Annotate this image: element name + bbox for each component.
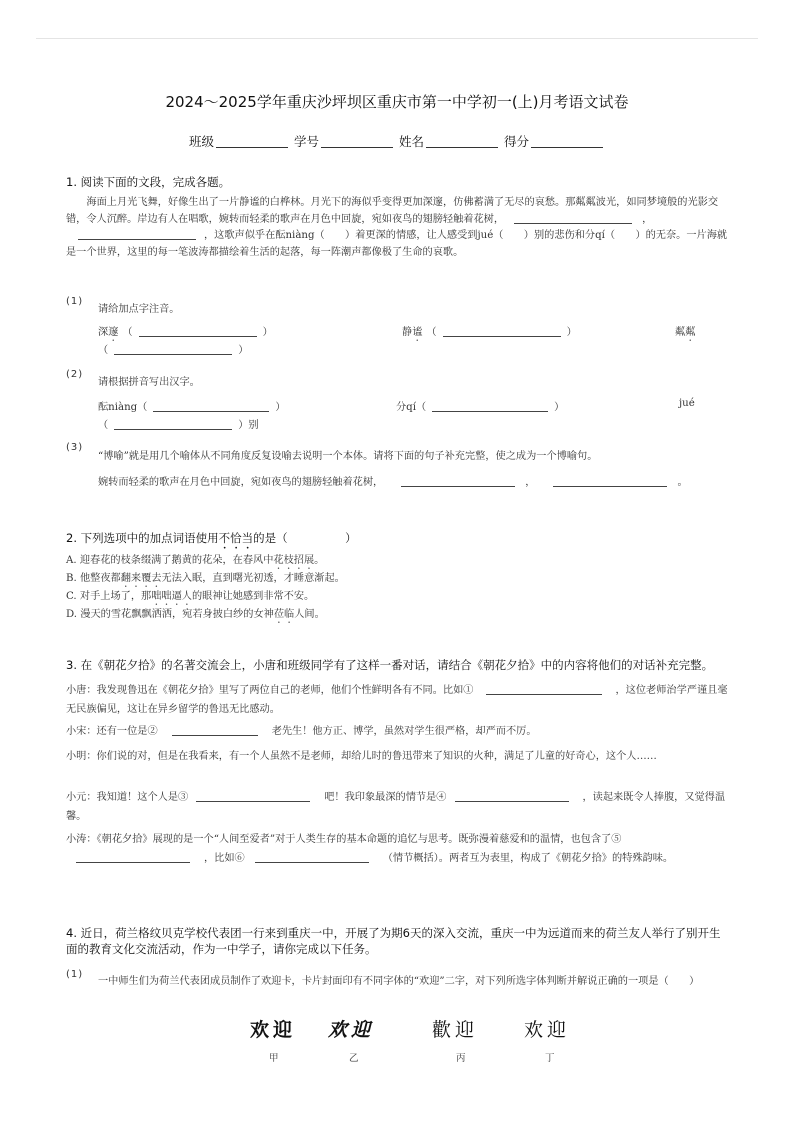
- period: 。: [677, 477, 688, 488]
- dotted-text: 莅临: [273, 609, 295, 620]
- paren-right: ）: [566, 327, 577, 338]
- pinyin-item-linlin-answer: [98, 341, 248, 356]
- pinyin-text: 分qí（: [396, 402, 427, 413]
- option-text: C. 对手上场了，那: [66, 591, 152, 602]
- dialogue-xiaosong: [66, 722, 730, 741]
- heading-text: 2. 下列选项中的加点词语使用: [66, 531, 219, 545]
- q1-sub3-number: (3): [66, 442, 84, 453]
- dotted-text: 不恰当: [218, 531, 254, 545]
- q3-blank-5[interactable]: [76, 851, 190, 863]
- paren-left: （: [98, 420, 109, 431]
- metaphor-blank-1[interactable]: [401, 475, 515, 487]
- hanzi-item-niang: [98, 398, 286, 413]
- q2-option-c[interactable]: [66, 589, 314, 608]
- heading-text: 的是（ ）: [253, 531, 357, 545]
- q4-sub1-prompt: 一中师生们为荷兰代表团成员制作了欢迎卡，卡片封面印有不同字体的“欢迎”二字，对下列所选字体判断并解说正确的一项是（ ）: [98, 976, 700, 987]
- class-label: 班级: [188, 134, 214, 149]
- pinyin-blank-linlin[interactable]: [114, 343, 232, 355]
- dialogue-xiaoyuan: [66, 788, 730, 826]
- student-info-line: [0, 132, 794, 150]
- word-char: 静: [402, 327, 413, 338]
- dialogue-text: ，比如⑥: [204, 853, 245, 864]
- q2-option-d[interactable]: [66, 607, 325, 626]
- dialogue-text: 小元：我知道！这个人是③: [66, 792, 189, 803]
- dialogue-text: 吧！我印象最深的情节是④: [324, 792, 447, 803]
- q1-passage-comma: ，: [642, 213, 653, 225]
- q1-sub2-prompt: 请根据拼音写出汉字。: [98, 377, 200, 388]
- pinyin-text: 酝niàng（: [98, 402, 148, 413]
- score-blank[interactable]: [531, 135, 603, 148]
- dotted-text: 翻来覆去: [120, 573, 162, 584]
- paren-right: ）: [262, 327, 273, 338]
- paren-left: （: [98, 345, 109, 356]
- hanzi-blank-niang[interactable]: [153, 400, 269, 412]
- option-text: D. 漫天的雪花飘飘洒洒，宛若身披白纱的女神: [66, 609, 274, 620]
- calligraphy-label-jia: 甲: [269, 1053, 279, 1064]
- calligraphy-label-bing: 丙: [456, 1053, 466, 1064]
- dialogue-text: 小涛：《朝花夕拾》展现的是一个“人间至爱者”对于人类生存的基本命题的追忆与思考。既弥漫着慈爱和的温情，也包含了⑤: [66, 834, 622, 845]
- option-text: 的眼神让她感到非常不安。: [191, 591, 315, 602]
- page-title: 2024～2025学年重庆沙坪坝区重庆市第一中学初一(上)月考语文试卷: [165, 93, 629, 111]
- word-char: 深: [98, 327, 109, 338]
- class-blank[interactable]: [216, 135, 288, 148]
- pinyin-blank-shensui[interactable]: [139, 325, 257, 337]
- dialogue-xiaotang: [66, 681, 730, 719]
- option-text: B. 他整夜都: [66, 573, 121, 584]
- hanzi-item-jue: jué: [679, 398, 695, 409]
- paren-right: ）: [238, 345, 249, 356]
- paren-right: ）: [554, 402, 565, 413]
- id-label: 学号: [293, 134, 319, 149]
- q4-sub1-number: (1): [66, 969, 84, 980]
- q3-blank-2[interactable]: [172, 724, 258, 736]
- option-text: 人间。: [294, 609, 325, 620]
- paren-right: ）: [275, 402, 286, 413]
- dialogue-text: ，这位老师治学严谨且毫无民族偏见，这让在异乡留学的鲁迅无比感动。: [66, 685, 728, 715]
- paren-left: （: [122, 327, 133, 338]
- q1-passage: [66, 195, 730, 261]
- q2-heading: [66, 530, 730, 552]
- hanzi-item-qi: [396, 398, 564, 413]
- q3-blank-1[interactable]: [486, 683, 602, 695]
- q4-heading: 4. 近日，荷兰格纹贝克学校代表团一行来到重庆一中，开展了为期6天的深入交流，重庆一中为远道而来的荷兰友人举行了别开生面的教育文化交流活动，作为一中学子，请你完成以下任务。: [66, 926, 721, 956]
- q1-sub3-prompt: “博喻”就是用几个喻体从不同角度反复设喻去说明一个本体。请将下面的句子补充完整，使之成为一个博喻句。: [98, 451, 598, 462]
- q2-option-a[interactable]: [66, 553, 324, 572]
- pinyin-item-linlin: [675, 323, 695, 344]
- dotted-char: 粼: [685, 327, 696, 338]
- hanzi-blank-qi[interactable]: [432, 400, 548, 412]
- calligraphy-label-ding: 丁: [545, 1053, 555, 1064]
- calligraphy-bing: 歡迎: [432, 1019, 479, 1041]
- metaphor-sentence: [98, 473, 688, 488]
- hanzi-item-jue-answer: [98, 416, 259, 431]
- paren-right: ）别: [238, 420, 259, 431]
- dialogue-text: 老先生！他方正、博学，虽然对学生很严格，却严而不厉。: [271, 726, 537, 737]
- hanzi-blank-jue[interactable]: [114, 418, 232, 430]
- dotted-text: 咄咄逼人: [151, 591, 192, 602]
- dialogue-text: 小唐：我发现鲁迅在《朝花夕拾》里写了两位自己的老师，他们个性鲜明各有不同。比如①: [66, 685, 474, 696]
- dialogue-text: ，读起来既令人捧腹，又觉得温馨。: [66, 792, 726, 822]
- comma: ，: [525, 477, 536, 488]
- calligraphy-jia: 欢迎: [250, 1019, 297, 1041]
- q1-passage-part2: ，这歌声似乎在酝niàng（ ）着更深的情感，让人感受到jué（ ）别的悲伤和分qí（ ）的无奈。一片海就是一个世界，这里的每一笔波涛都描绘着生活的起落，每一阵潮声都像极了生命的哀歌。: [66, 230, 728, 258]
- metaphor-blank-2[interactable]: [553, 475, 667, 487]
- name-blank[interactable]: [426, 135, 498, 148]
- dialogue-text: 小宋：还有一位是②: [66, 726, 158, 737]
- calligraphy-label-yi: 乙: [349, 1053, 359, 1064]
- q1-passage-blank-2[interactable]: [78, 228, 196, 240]
- calligraphy-ding: 欢迎: [524, 1020, 571, 1041]
- q3-heading: 3. 在《朝花夕拾》的名著交流会上，小唐和班级同学有了这样一番对话，请结合《朝花夕拾》中的内容将他们的对话补充完整。: [66, 658, 714, 672]
- sentence-text: 婉转而轻柔的歌声在月色中回旋，宛如夜鸟的翅膀轻触着花树，: [98, 477, 384, 488]
- q1-heading: 1. 阅读下面的文段，完成各题。: [66, 175, 231, 189]
- pinyin-item-jingmi: [402, 323, 577, 344]
- dialogue-xiaoming: 小明：你们说的对，但是在我看来，有一个人虽然不是老师，却给儿时的鲁迅带来了知识的火种，满足了儿童的好奇心，这个人……: [66, 751, 657, 762]
- word-char: 粼: [675, 327, 686, 338]
- q3-blank-6[interactable]: [255, 851, 369, 863]
- q1-sub1-number: (1): [66, 296, 84, 307]
- dotted-char: 谧: [412, 327, 423, 338]
- q1-sub1-prompt: 请给加点字注音。: [98, 304, 180, 315]
- q3-blank-3[interactable]: [196, 790, 310, 802]
- q1-sub2-number: (2): [66, 369, 84, 380]
- option-text: A. 迎春花的枝条缀满了鹅黄的花朵，在春风中: [66, 555, 274, 566]
- name-label: 姓名: [398, 134, 424, 149]
- paren-left: （: [426, 327, 437, 338]
- dotted-text: 花枝招展: [273, 555, 315, 566]
- option-text: 无法入眠，直到曙光初透，才睡意渐起。: [161, 573, 345, 584]
- dotted-char: 邃: [108, 327, 119, 338]
- q2-option-b[interactable]: [66, 571, 345, 590]
- option-text: 。: [314, 555, 325, 566]
- header-divider: [36, 38, 758, 39]
- q3-blank-4[interactable]: [455, 790, 569, 802]
- dialogue-text: （情节概括）。两者互为表里，构成了《朝花夕拾》的特殊韵味。: [382, 853, 674, 864]
- dialogue-xiaotao: [66, 830, 730, 868]
- score-label: 得分: [503, 134, 529, 149]
- calligraphy-yi: 欢迎: [328, 1020, 375, 1041]
- pinyin-blank-jingmi[interactable]: [443, 325, 561, 337]
- q1-passage-part1: 海面上月光飞舞，好像生出了一片静谧的白桦林。月光下的海似乎变得更加深邃，仿佛蓄满了无尽的哀愁。那粼粼波光，如同梦境般的光影交错，令人沉醉。岸边有人在唱歌，婉转而轻柔的歌声在月色中回旋，宛如夜鸟的翅膀轻触着花树，: [66, 197, 719, 225]
- id-blank[interactable]: [321, 135, 393, 148]
- q1-passage-blank-1[interactable]: [514, 212, 632, 224]
